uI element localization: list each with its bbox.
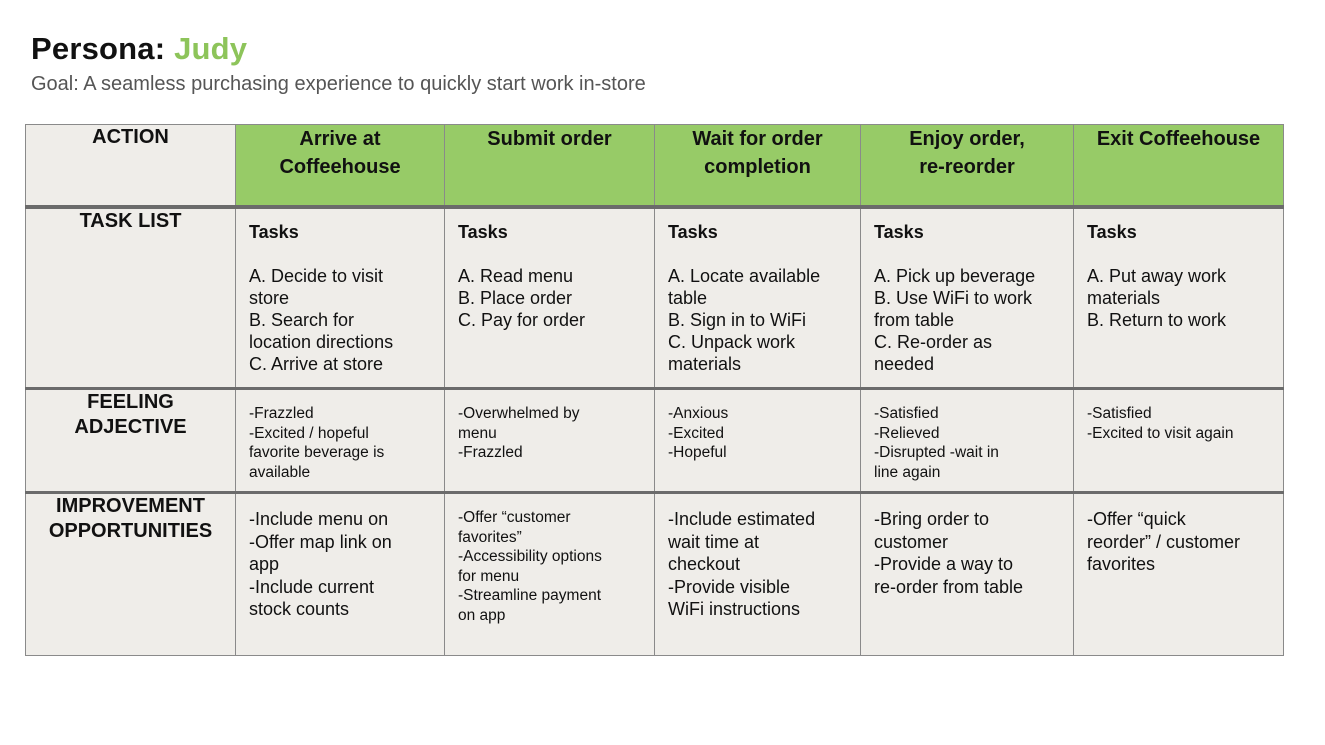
tasks-cell-exit: Tasks A. Put away work materials B. Return to work: [1074, 207, 1284, 389]
stage-wait-header: Wait for order completion: [655, 125, 861, 207]
stage-enjoy-header: Enjoy order, re-reorder: [861, 125, 1074, 207]
persona-name: Judy: [174, 31, 248, 66]
row-label-improvement: IMPROVEMENT OPPORTUNITIES: [26, 493, 236, 656]
improvement-cell-enjoy: -Bring order to customer -Provide a way to re-order from table: [861, 493, 1074, 656]
tasks-cell-submit: Tasks A. Read menu B. Place order C. Pay for order: [445, 207, 655, 389]
task-list-row: [26, 207, 1284, 389]
page-title: [31, 31, 247, 67]
feeling-cell-enjoy: -Satisfied -Relieved -Disrupted -wait in line again: [861, 389, 1074, 493]
tasks-cell-wait: Tasks A. Locate available table B. Sign in to WiFi C. Unpack work materials: [655, 207, 861, 389]
feeling-cell-arrive: -Frazzled -Excited / hopeful favorite beverage is available: [236, 389, 445, 493]
improvement-cell-arrive: -Include menu on -Offer map link on app -Include current stock counts: [236, 493, 445, 656]
journey-map-table: [25, 124, 1284, 656]
row-label-action: ACTION: [26, 125, 236, 207]
stage-exit-header: Exit Coffeehouse: [1074, 125, 1284, 207]
tasks-cell-arrive: Tasks A. Decide to visit store B. Search for location directions C. Arrive at store: [236, 207, 445, 389]
tasks-cell-enjoy: Tasks A. Pick up beverage B. Use WiFi to work from table C. Re-order as needed: [861, 207, 1074, 389]
improvement-row: [26, 493, 1284, 656]
feeling-row: [26, 389, 1284, 493]
feeling-cell-exit: -Satisfied -Excited to visit again: [1074, 389, 1284, 493]
feeling-cell-wait: -Anxious -Excited -Hopeful: [655, 389, 861, 493]
stage-header-row: [26, 125, 1284, 207]
stage-submit-header: Submit order: [445, 125, 655, 207]
row-label-feeling: FEELING ADJECTIVE: [26, 389, 236, 493]
stage-arrive-header: Arrive at Coffeehouse: [236, 125, 445, 207]
improvement-cell-exit: -Offer “quick reorder” / customer favorites: [1074, 493, 1284, 656]
feeling-cell-submit: -Overwhelmed by menu -Frazzled: [445, 389, 655, 493]
row-label-task-list: TASK LIST: [26, 207, 236, 389]
persona-goal: Goal: A seamless purchasing experience to quickly start work in-store: [31, 73, 646, 95]
improvement-cell-submit: -Offer “customer favorites” -Accessibility options for menu -Streamline payment on app: [445, 493, 655, 656]
improvement-cell-wait: -Include estimated wait time at checkout -Provide visible WiFi instructions: [655, 493, 861, 656]
title-prefix: Persona:: [31, 31, 175, 66]
